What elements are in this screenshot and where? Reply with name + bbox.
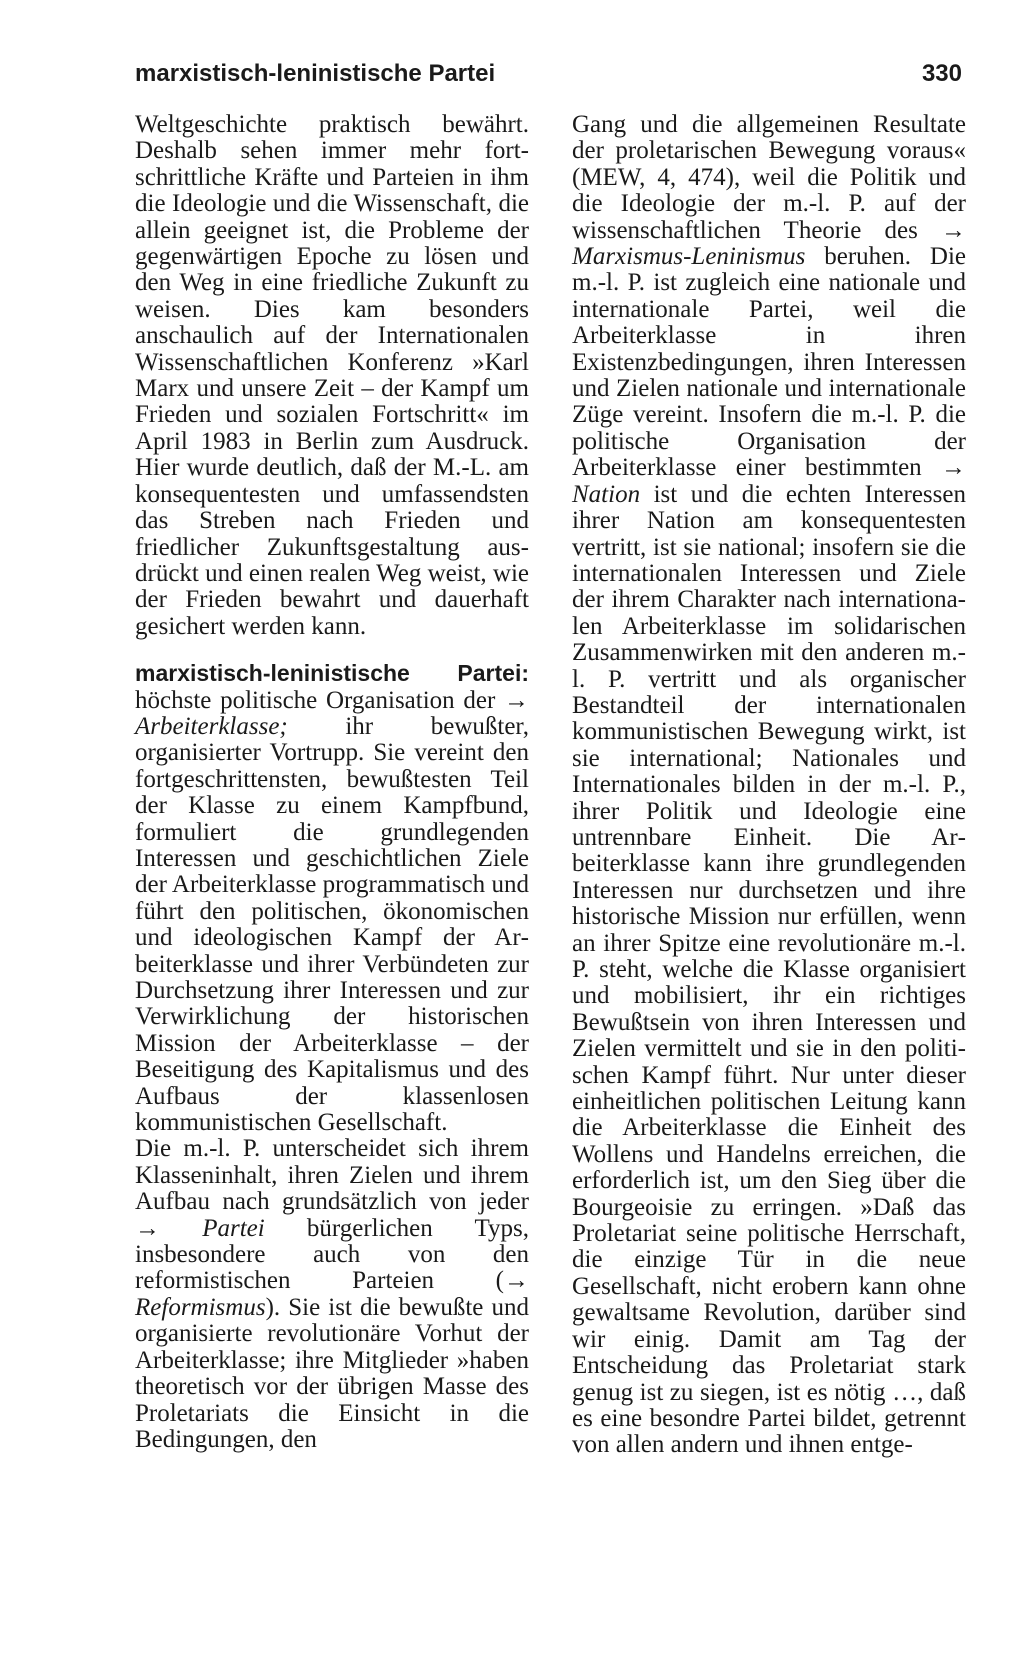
entry-headword: marxistisch-leninistische Partei:: [135, 660, 529, 687]
body-paragraph: [135, 1136, 529, 1453]
cross-reference: Nation: [572, 480, 641, 508]
entry-text: ihr bewußter, organisierter Vortrupp. Sie vereint den fortgeschrittensten, bewußtesten Teil der Klasse zu einem Kampfbund, formuliert die grundlegenden Interessen und geschichtlichen Ziele der Arbeiterklasse programmatisch und führt den politischen, ökonomischen und ideologischen Kampf der Arbeiterklasse und ihrer Verbündeten zur Durchsetzung ihrer Interessen und zur Verwirklichung der historischen Mission der Arbeiterklasse – der Beseitigung des Kapitalismus und des Aufbaus der klassenlosen kommunistischen Gesellschaft.: [135, 712, 529, 1137]
cross-reference: Arbeiterklasse;: [135, 712, 288, 740]
paragraph-text: ). Sie ist die bewußte und organisierte revolutionäre Vorhut der Arbeiterklasse; ihre Mitglieder »haben theoretisch vor der übrigen Masse des Proletariats die Einsicht in die Bedingungen, den: [135, 1293, 529, 1453]
entry-text: höchste politische Organisation der →: [135, 686, 529, 714]
right-column: [572, 112, 966, 1459]
paragraph-text: beruhen. Die m.-l. P. ist zugleich eine nationale und internationale Partei, weil die Arbeiterklasse in ihren Existenzbedingungen, ihren Interessen und Zielen nationale und internationale Züge vereint. Insofern die m.-l. P. die politische Organisation der Arbeiterklasse einer bestimmten →: [572, 243, 966, 482]
left-column: [135, 112, 529, 1453]
body-paragraph: [572, 112, 966, 1459]
continuation-paragraph: Weltgeschichte praktisch bewährt. Deshalb sehen immer mehr fortschrittliche Kräfte und Parteien in ihm die Ideologie und die Wissenschaft, die allein geeignet ist, die Probleme der gegenwärtigen Epoche zu lösen und den Weg in eine friedliche Zukunft zu weisen. Dies kam besonders anschaulich auf der Internationalen Wissenschaftlichen Konferenz »Karl Marx und unsere Zeit – der Kampf um Frieden und sozialen Fortschritt« im April 1983 in Berlin zum Ausdruck. Hier wurde deutlich, daß der M.-L. am konsequentesten und umfassendsten das Streben nach Frieden und friedlicher Zukunftsgestaltung ausdrückt und einen realen Weg weist, wie der Frieden bewahrt und dauerhaft gesichert werden kann.: [135, 111, 529, 640]
paragraph-text: ist und die echten Interessen ihrer Nation am konsequentesten vertritt, ist sie national; insofern sie die internationalen Interessen und Ziele der ihrem Charakter nach internationalen Arbeiterklasse im solidarischen Zusammenwirken mit den anderen m.-l. P. vertritt und als organischer Bestandteil der internationalen kommunistischen Bewegung wirkt, ist sie international; Nationales und Internationales bilden in der m.-l. P., ihrer Politik und Ideologie eine untrennbare Einheit. Die Arbeiterklasse kann ihre grundlegenden Interessen nur durchsetzen und ihre historische Mission nur erfüllen, wenn an ihrer Spitze eine revolutionäre m.-l. P. steht, welche die Klasse organisiert und mobilisiert, ihr ein richtiges Bewußtsein von ihren Interessen und Zielen vermittelt und sie in den politischen Kampf führt. Nur unter dieser einheitlichen politischen Leitung kann die Arbeiterklasse die Einheit des Wollens und Handelns erreichen, die erforderlich ist, um den Sieg über die Bourgeoisie zu erringen. »Daß das Proletariat seine politische Herrschaft, die einzige Tür in die neue Gesellschaft, nicht erobern kann ohne gewaltsame Revolution, darüber sind wir einig. Damit am Tag der Entscheidung das Proletariat stark genug ist zu siegen, ist es nötig …, daß es eine besondre Partei bildet, getrennt von allen andern und ihnen entge-: [572, 480, 966, 1459]
cross-reference: Reformismus: [135, 1293, 266, 1321]
entry-spacer: [135, 640, 529, 660]
entry-paragraph: [135, 660, 529, 1136]
paragraph-text: bürgerlichen Typs, insbesondere auch von den reformistischen Parteien (→: [135, 1214, 529, 1295]
paragraph-text: Gang und die allgemeinen Resultate der proletarischen Bewegung voraus« (MEW, 4, 474), weil die Politik und die Ideologie der m.-l. P. auf der wissenschaftlichen Theorie des →: [572, 111, 966, 244]
page-number: 330: [921, 60, 962, 87]
cross-reference: Marxismus-Leninismus: [572, 243, 806, 271]
cross-reference: Partei: [202, 1214, 265, 1242]
paragraph-text: Die m.-l. P. unterscheidet sich ihrem Klasseninhalt, ihren Zielen und ihrem Aufbau nach grundsätzlich von jeder →: [135, 1135, 529, 1242]
running-head: marxistisch-leninistische Partei: [135, 60, 496, 87]
